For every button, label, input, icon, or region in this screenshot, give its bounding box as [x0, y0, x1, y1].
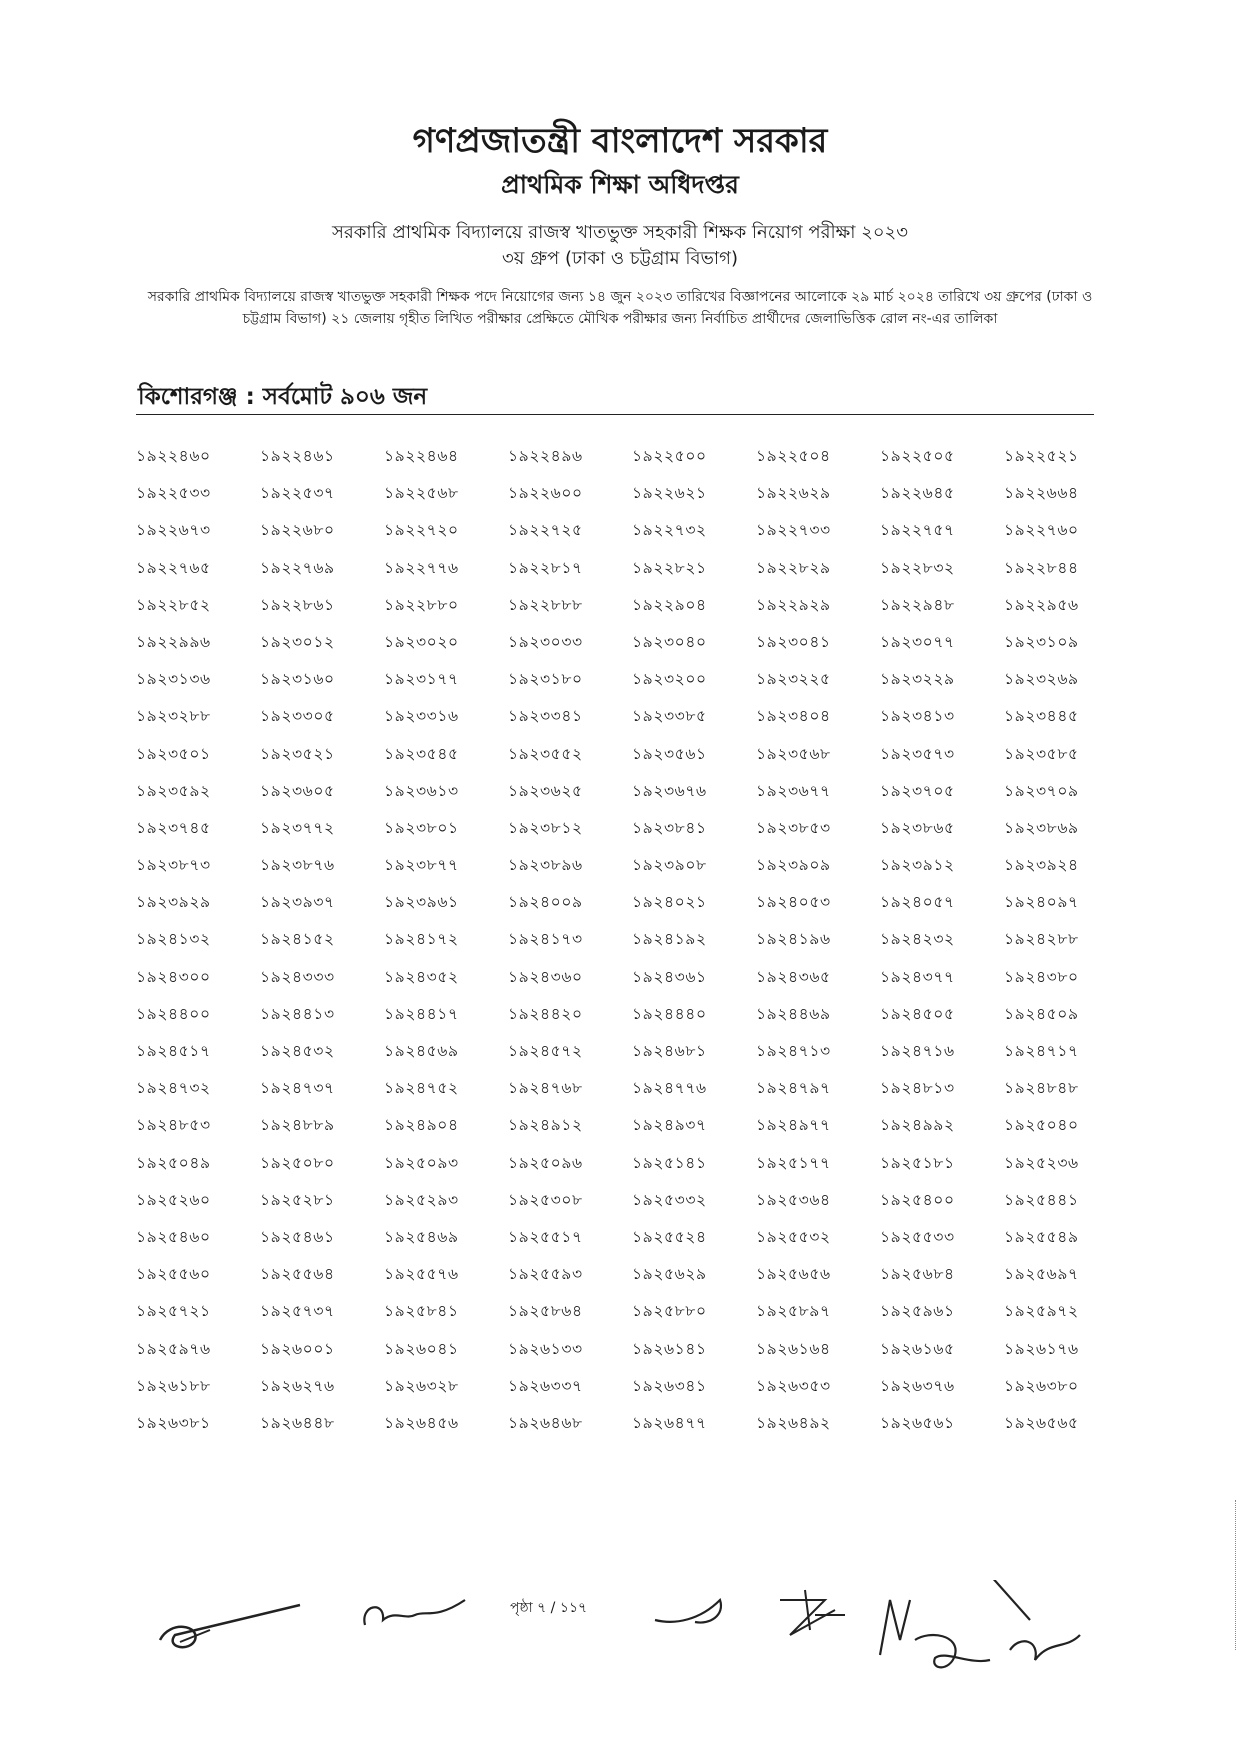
- roll-number: ১৯২৬৩৫৩: [756, 1376, 831, 1395]
- roll-number: ১৯২৪৩৫২: [384, 967, 459, 986]
- roll-number: ১৯২৫১৮১: [880, 1153, 955, 1172]
- roll-number-grid: [136, 444, 1126, 1448]
- roll-number: ১৯২৩৯০৮: [632, 856, 707, 875]
- roll-number: ১৯২৪৫১৭: [136, 1042, 211, 1060]
- roll-number: ১৯২২৭৫৭: [880, 521, 955, 540]
- roll-number: ১৯২৬১৮৮: [136, 1376, 211, 1395]
- roll-number: ১৯২৪৯০৪: [384, 1116, 459, 1135]
- roll-number: ১৯২২৪৯৬: [508, 447, 583, 465]
- roll-number: ১৯২২৮৬১: [260, 595, 335, 614]
- roll-number: ১৯২৩৮৫৩: [756, 818, 831, 837]
- page-number: পৃষ্ঠা ৭ / ১১৭: [510, 1600, 588, 1616]
- roll-number: ১৯২২৮৪৪: [1004, 558, 1079, 577]
- roll-number: ১৯২৫০৯৩: [384, 1153, 459, 1172]
- roll-number: ১৯২৬৪৫৬: [384, 1413, 459, 1432]
- roll-number: ১৯২২৪৬০: [136, 447, 211, 465]
- roll-number: ১৯২৫৬৫৬: [756, 1265, 831, 1284]
- roll-number: ১৯২৩২২৯: [880, 670, 955, 689]
- roll-number: ১৯২৫৫৬৪: [260, 1265, 335, 1284]
- roll-number: ১৯২৫০৮০: [260, 1153, 335, 1172]
- roll-number: ১৯২৪১৯৬: [756, 930, 831, 949]
- roll-number: ১৯২৩৮৬৫: [880, 818, 955, 837]
- roll-number: ১৯২৫৮৬৪: [508, 1302, 583, 1321]
- roll-number: ১৯২৫২৩৬: [1004, 1153, 1079, 1172]
- roll-number: ১৯২৩৫৬৮: [756, 744, 831, 763]
- roll-number: ১৯২৪৭৬৮: [508, 1079, 583, 1098]
- roll-number: ১৯২৩৭০৯: [1004, 781, 1079, 800]
- roll-number: ১৯২২৮২১: [632, 558, 707, 577]
- roll-number: ১৯২৩৯৩৭: [260, 893, 335, 912]
- roll-number: ১৯২৩৫২১: [260, 744, 335, 763]
- divider: [136, 414, 1094, 415]
- roll-number: ১৯২৩৬২৫: [508, 781, 583, 800]
- roll-number: ১৯২৫৫৭৬: [384, 1265, 459, 1284]
- roll-number: ১৯২৪৪৬৯: [756, 1004, 831, 1023]
- roll-number: ১৯২৩৩০৫: [260, 707, 335, 726]
- roll-number: ১৯২৩৮০১: [384, 818, 459, 837]
- roll-number: ১৯২৩৫৮৫: [1004, 744, 1079, 763]
- roll-number: ১৯২২৯৯৬: [136, 632, 211, 651]
- roll-number: ১৯২৪৭১৩: [756, 1042, 831, 1060]
- roll-number: ১৯২২৭২০: [384, 521, 459, 540]
- roll-number: ১৯২২৮৮০: [384, 595, 459, 614]
- roll-number: ১৯২৫৩৩২: [632, 1190, 707, 1209]
- roll-number: ১৯২৪৩৬৫: [756, 967, 831, 986]
- roll-number: ১৯২২৯৪৮: [880, 595, 955, 614]
- government-title: গণপ্রজাতন্ত্রী বাংলাদেশ সরকার: [412, 121, 828, 161]
- roll-number: ১৯২৫৫২৪: [632, 1227, 707, 1246]
- roll-number: ১৯২৩৮৪১: [632, 818, 707, 837]
- roll-number: ১৯২৩১০৯: [1004, 632, 1079, 651]
- roll-number: ১৯২৫৪০০: [880, 1190, 955, 1209]
- roll-number: ১৯২৪১৯২: [632, 930, 707, 949]
- roll-number: ১৯২৫৩৬৪: [756, 1190, 831, 1209]
- roll-number: ১৯২৪১৭৩: [508, 930, 583, 949]
- roll-number: ১৯২৪৭৫২: [384, 1079, 459, 1098]
- roll-number: ১৯২৪৪০০: [136, 1004, 211, 1023]
- roll-number: ১৯২৪০৫৩: [756, 893, 831, 912]
- roll-number: ১৯২৩৩৮৫: [632, 707, 707, 726]
- roll-number: ১৯২৫৭৩৭: [260, 1302, 335, 1321]
- roll-number: ১৯২৫৪৪১: [1004, 1190, 1079, 1209]
- roll-number: ১৯২৪১৭২: [384, 930, 459, 949]
- roll-number: ১৯২৫৮৮০: [632, 1302, 707, 1321]
- roll-number: ১৯২৬৪৪৮: [260, 1413, 335, 1432]
- signature-4: [765, 1580, 855, 1650]
- roll-number: ১৯২৫৪৬৯: [384, 1227, 459, 1246]
- roll-number: ১৯২২৭৩২: [632, 521, 707, 540]
- roll-number: ১৯২৬১৬৪: [756, 1339, 831, 1358]
- district-heading: কিশোরগঞ্জ : সর্বমোট ৯০৬ জন: [138, 384, 428, 410]
- roll-number: ১৯২৪১৫২: [260, 930, 335, 949]
- roll-number: ১৯২৪৪১৭: [384, 1004, 459, 1023]
- roll-number: ১৯২২৬২৯: [756, 484, 831, 503]
- roll-number: ১৯২৩৫৪৫: [384, 744, 459, 763]
- roll-number: ১৯২২৯০৪: [632, 595, 707, 614]
- exam-title: সরকারি প্রাথমিক বিদ্যালয়ে রাজস্ব খাতভুক্ত সহকারী শিক্ষক নিয়োগ পরীক্ষা ২০২৩: [332, 222, 908, 243]
- roll-number: ১৯২৫২৮১: [260, 1190, 335, 1209]
- roll-number: ১৯২২৬৪৫: [880, 484, 955, 503]
- roll-number: ১৯২৪৭৭৬: [632, 1079, 707, 1098]
- roll-number: ১৯২৩৮৬৯: [1004, 818, 1079, 837]
- roll-number: ১৯২৩২০০: [632, 670, 707, 689]
- roll-number: ১৯২৪০০৯: [508, 893, 583, 912]
- roll-number: ১৯২৫২৬০: [136, 1190, 211, 1209]
- document-header: [120, 118, 1120, 330]
- roll-number: ১৯২২৭৬৫: [136, 558, 211, 577]
- roll-number: ১৯২৩২৬৯: [1004, 670, 1079, 689]
- roll-number: ১৯২৬০৪১: [384, 1339, 459, 1358]
- roll-number: ১৯২৩৬৭৭: [756, 781, 831, 800]
- roll-number: ১৯২৩৪১৩: [880, 707, 955, 726]
- roll-number: ১৯২২৪৬৪: [384, 447, 459, 465]
- roll-number: ১৯২৬৫৬১: [880, 1413, 955, 1432]
- roll-number: ১৯২৪৮৪৮: [1004, 1079, 1079, 1098]
- signature-1: [150, 1590, 310, 1660]
- roll-number: ১৯২৪৩০০: [136, 967, 211, 986]
- roll-number: ১৯২২৬৮০: [260, 521, 335, 540]
- roll-number: ১৯২৪৯৩৭: [632, 1116, 707, 1135]
- roll-number: ১৯২৩৭৪৫: [136, 818, 211, 837]
- notice-paragraph: সরকারি প্রাথমিক বিদ্যালয়ে রাজস্ব খাতভুক্ত সহকারী শিক্ষক পদে নিয়োগের জন্য ১৪ জুন ২০২৩ তারিখের বিজ্ঞাপনের আলোকে ২৯ মার্চ ২০২৪ তারিখে ৩য় গ্রুপের (ঢাকা ও চট্টগ্রাম বিভাগ) ২১ জেলায় গৃহীত লিখিত পরীক্ষার প্রেক্ষিতে মৌখিক পরীক্ষার জন্য নির্বাচিত প্রার্থীদের জেলাভিত্তিক রোল নং-এর তালিকা: [147, 289, 1093, 327]
- roll-number: ১৯২৩০৩৩: [508, 632, 583, 651]
- roll-number: ১৯২৩০৪০: [632, 632, 707, 651]
- roll-number: ১৯২৩৪০৪: [756, 707, 831, 726]
- roll-number: ১৯২৪১৩২: [136, 930, 211, 949]
- roll-number: ১৯২৫৪৬১: [260, 1227, 335, 1246]
- roll-number: ১৯২৬৪৭৭: [632, 1413, 707, 1432]
- roll-number: ১৯২৫১৪১: [632, 1153, 707, 1172]
- directorate-title: প্রাথমিক শিক্ষা অধিদপ্তর: [501, 170, 739, 199]
- roll-number: ১৯২২৯৫৬: [1004, 595, 1079, 614]
- roll-number: ১৯২৩৭৭২: [260, 818, 335, 837]
- roll-number: ১৯২৩৯০৯: [756, 856, 831, 875]
- roll-number: ১৯২৪৭৩৭: [260, 1079, 335, 1098]
- roll-number: ১৯২৫৪৬০: [136, 1227, 211, 1246]
- roll-number: ১৯২৩৮৭৬: [260, 856, 335, 875]
- roll-number: ১৯২৩০৭৭: [880, 632, 955, 651]
- roll-number: ১৯২৪৪৪০: [632, 1004, 707, 1023]
- roll-number: ১৯২৪৫৩২: [260, 1042, 335, 1060]
- roll-number: ১৯২৬২৭৬: [260, 1376, 335, 1395]
- roll-number: ১৯২২৬৭৩: [136, 521, 211, 540]
- roll-number: ১৯২৩৮১২: [508, 818, 583, 837]
- roll-number: ১৯২৩২২৫: [756, 670, 831, 689]
- roll-number: ১৯২২৭৬৯: [260, 558, 335, 577]
- roll-number: ১৯২৫৮৪১: [384, 1302, 459, 1321]
- roll-number: ১৯২৩৯২৯: [136, 893, 211, 912]
- roll-number: ১৯২৬০০১: [260, 1339, 335, 1358]
- roll-number: ১৯২৩৫৬১: [632, 744, 707, 763]
- roll-number: ১৯২৩৯৬১: [384, 893, 459, 912]
- footer: [0, 1580, 1240, 1700]
- roll-number: ১৯২৩৫৯২: [136, 781, 211, 800]
- signature-3: [650, 1590, 740, 1640]
- roll-number: ১৯২৩১৬০: [260, 670, 335, 689]
- roll-number: ১৯২২৬০০: [508, 484, 583, 503]
- roll-number: ১৯২৫৬৮৪: [880, 1265, 955, 1284]
- roll-number: ১৯২৬১৭৬: [1004, 1339, 1079, 1358]
- roll-number: ১৯২৩১৮০: [508, 670, 583, 689]
- roll-number: ১৯২২৫৩৭: [260, 484, 335, 503]
- roll-number: ১৯২৪৭৩২: [136, 1079, 211, 1098]
- roll-number: ১৯২৩৮৭৩: [136, 856, 211, 875]
- roll-number: ১৯২৫৯৬১: [880, 1302, 955, 1321]
- roll-number: ১৯২৪৭১৭: [1004, 1042, 1079, 1060]
- roll-number: ১৯২৪৭১৬: [880, 1042, 955, 1060]
- roll-number: ১৯২২৬২১: [632, 484, 707, 503]
- roll-number: ১৯২৩৫০১: [136, 744, 211, 763]
- roll-number: ১৯২৩০২০: [384, 632, 459, 651]
- roll-number: ১৯২২৮১৭: [508, 558, 583, 577]
- roll-number: ১৯২৪৭৯৭: [756, 1079, 831, 1098]
- roll-number: ১৯২৫৩০৮: [508, 1190, 583, 1209]
- roll-number: ১৯২৩৩১৬: [384, 707, 459, 726]
- roll-number: ১৯২২৭৩৩: [756, 521, 831, 540]
- roll-number: ১৯২৩৭০৫: [880, 781, 955, 800]
- roll-number: ১৯২২৫০০: [632, 447, 707, 465]
- roll-number: ১৯২৫২৯৩: [384, 1190, 459, 1209]
- roll-number: ১৯২৫০৪০: [1004, 1116, 1079, 1135]
- roll-number: ১৯২২৭৬০: [1004, 521, 1079, 540]
- roll-number: ১৯২২৭২৫: [508, 521, 583, 540]
- roll-number: ১৯২৩৯১২: [880, 856, 955, 875]
- roll-number: ১৯২৪৯১২: [508, 1116, 583, 1135]
- roll-number: ১৯২৪৬৮১: [632, 1042, 707, 1060]
- roll-number: ১৯২৬১৩৩: [508, 1339, 583, 1358]
- roll-number: ১৯২৩৬৭৬: [632, 781, 707, 800]
- roll-number: ১৯২৪০২১: [632, 893, 707, 912]
- roll-number: ১৯২৪৫০৯: [1004, 1004, 1079, 1023]
- roll-number: ১৯২৪০৫৭: [880, 893, 955, 912]
- group-title: ৩য় গ্রুপ (ঢাকা ও চট্টগ্রাম বিভাগ): [502, 248, 738, 269]
- roll-number: ১৯২৪০৯৭: [1004, 893, 1079, 912]
- signature-2: [355, 1585, 475, 1645]
- roll-number: ১৯২৩৬০৫: [260, 781, 335, 800]
- roll-number: ১৯২৩৯২৪: [1004, 856, 1079, 875]
- roll-number: ১৯২৩০৪১: [756, 632, 831, 651]
- roll-number: ১৯২৪৫৬৯: [384, 1042, 459, 1060]
- roll-number: ১৯২২৪৬১: [260, 447, 335, 465]
- roll-number: ১৯২৫৫৯৩: [508, 1265, 583, 1284]
- roll-number: ১৯২২৮৩২: [880, 558, 955, 577]
- roll-number: ১৯২৪২৮৮: [1004, 930, 1079, 949]
- roll-number: ১৯২৫৭২১: [136, 1302, 211, 1321]
- roll-number: ১৯২৫৮৯৭: [756, 1302, 831, 1321]
- roll-number: ১৯২৪৯৭৭: [756, 1116, 831, 1135]
- roll-number: ১৯২৩৫৫২: [508, 744, 583, 763]
- roll-number: ১৯২৫৫৪৯: [1004, 1227, 1079, 1246]
- roll-number: ১৯২৪৫৭২: [508, 1042, 583, 1060]
- roll-number: ১৯২৫৫৩২: [756, 1227, 831, 1246]
- roll-number: ১৯২২৮৫২: [136, 595, 211, 614]
- roll-number: ১৯২৩২৮৮: [136, 707, 211, 726]
- roll-number: ১৯২২৮২৯: [756, 558, 831, 577]
- roll-number: ১৯২৩৮৯৬: [508, 856, 583, 875]
- roll-number: ১৯২২৮৮৮: [508, 595, 583, 614]
- roll-number: ১৯২২৫৬৮: [384, 484, 459, 503]
- roll-number: ১৯২৪২৩২: [880, 930, 955, 949]
- roll-number: ১৯২৩৩৪১: [508, 707, 583, 726]
- roll-number: ১৯২৪৪১৩: [260, 1004, 335, 1023]
- roll-number: ১৯২২৬৬৪: [1004, 484, 1079, 503]
- roll-number: ১৯২৪৩৭৭: [880, 967, 955, 986]
- roll-number: ১৯২৫০৯৬: [508, 1153, 583, 1172]
- roll-number: ১৯২৪৮১৩: [880, 1079, 955, 1098]
- roll-number: ১৯২৪৫০৫: [880, 1004, 955, 1023]
- roll-number: ১৯২৫৫৩৩: [880, 1227, 955, 1246]
- roll-number: ১৯২৫৬২৯: [632, 1265, 707, 1284]
- roll-number: ১৯২৪৩৬০: [508, 967, 583, 986]
- roll-number: ১৯২৬৩৭৬: [880, 1376, 955, 1395]
- roll-number: ১৯২২৫০৫: [880, 447, 955, 465]
- scan-edge-marks: [1231, 1500, 1236, 1650]
- roll-number: ১৯২৩৫৭৩: [880, 744, 955, 763]
- roll-number: ১৯২৪৯৯২: [880, 1116, 955, 1135]
- roll-number: ১৯২৫৫১৭: [508, 1227, 583, 1246]
- roll-number: ১৯২৩১৭৭: [384, 670, 459, 689]
- roll-number: ১৯২৬৩৪১: [632, 1376, 707, 1395]
- roll-number: ১৯২৬৫৬৫: [1004, 1413, 1079, 1432]
- roll-number: ১৯২৩৬১৩: [384, 781, 459, 800]
- roll-number: ১৯২৫৬৯৭: [1004, 1265, 1079, 1284]
- roll-number: ১৯২৬১৬৫: [880, 1339, 955, 1358]
- roll-number: ১৯২৪৩৮০: [1004, 967, 1079, 986]
- roll-number: ১৯২৩৪৪৫: [1004, 707, 1079, 726]
- roll-number: ১৯২৫০৪৯: [136, 1153, 211, 1172]
- signature-5: [870, 1580, 1100, 1690]
- roll-number: ১৯২২৫৩৩: [136, 484, 211, 503]
- roll-number: ১৯২৪৮৮৯: [260, 1116, 335, 1135]
- roll-number: ১৯২৫৯৭২: [1004, 1302, 1079, 1321]
- roll-number: ১৯২৬৩৩৭: [508, 1376, 583, 1395]
- roll-number: ১৯২৫১৭৭: [756, 1153, 831, 1172]
- roll-number: ১৯২২৫০৪: [756, 447, 831, 465]
- roll-number: ১৯২২৯২৯: [756, 595, 831, 614]
- roll-number: ১৯২৬৩২৮: [384, 1376, 459, 1395]
- roll-number: ১৯২৬৩৮১: [136, 1413, 211, 1432]
- roll-number: ১৯২৪৩৩৩: [260, 967, 335, 986]
- roll-number: ১৯২৫৫৬০: [136, 1265, 211, 1284]
- roll-number: ১৯২৪৪২০: [508, 1004, 583, 1023]
- roll-number: ১৯২৬৪৯২: [756, 1413, 831, 1432]
- roll-number: ১৯২৩০১২: [260, 632, 335, 651]
- roll-number: ১৯২৩৮৭৭: [384, 856, 459, 875]
- roll-number: ১৯২৩১৩৬: [136, 670, 211, 689]
- roll-number: ১৯২২৭৭৬: [384, 558, 459, 577]
- roll-number: ১৯২৪৩৬১: [632, 967, 707, 986]
- roll-number: ১৯২৬৪৬৮: [508, 1413, 583, 1432]
- roll-number: ১৯২৫৯৭৬: [136, 1339, 211, 1358]
- roll-number: ১৯২৬১৪১: [632, 1339, 707, 1358]
- roll-number: ১৯২৬৩৮০: [1004, 1376, 1079, 1395]
- roll-number: ১৯২২৫২১: [1004, 447, 1079, 465]
- roll-number: ১৯২৪৮৫৩: [136, 1116, 211, 1135]
